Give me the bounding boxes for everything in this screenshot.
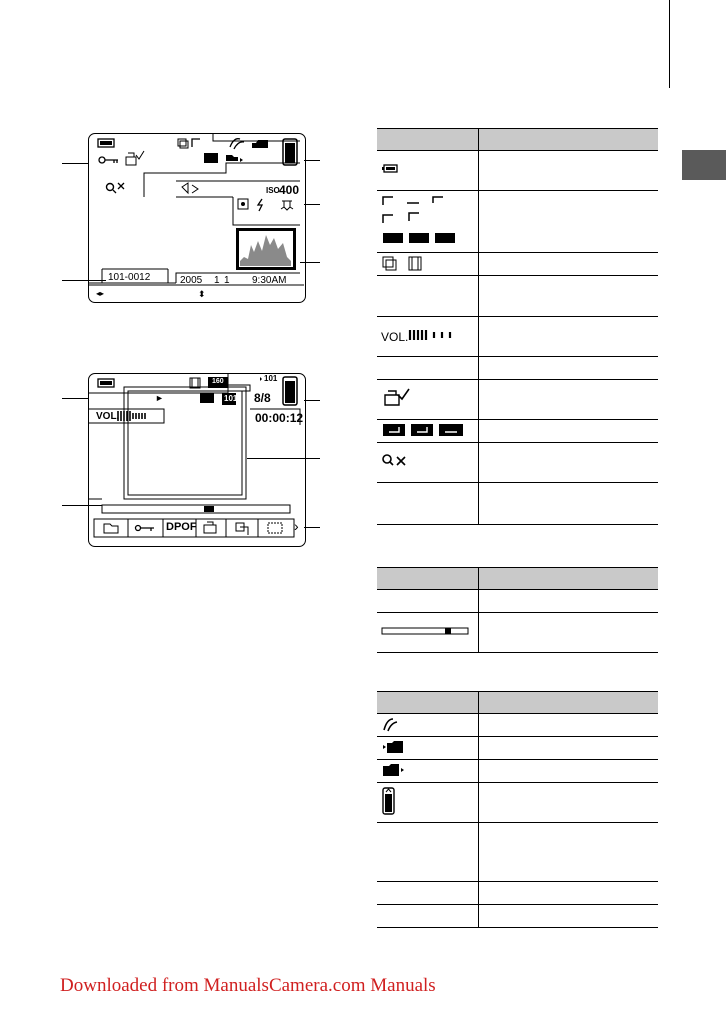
callout-line [62, 398, 88, 399]
table-row [377, 483, 658, 525]
remaining-memory-icon [381, 786, 397, 816]
table-row [377, 737, 658, 760]
playback-bar-icon [381, 625, 471, 637]
play-icon: ► [155, 393, 164, 403]
table-row [377, 276, 658, 317]
table-row [377, 420, 658, 443]
volume-bar-icon [408, 329, 468, 341]
print-order-icon [381, 387, 411, 409]
image-size-icons [381, 191, 471, 249]
table-row [377, 590, 658, 613]
record-date-month: 1 [214, 275, 220, 286]
timecode: 00:00:12 [255, 411, 304, 425]
folder-number: 101-0012 [108, 272, 151, 283]
nav-up-down-icon: ⬍ [198, 289, 206, 299]
folder-change-icons [381, 423, 467, 437]
playback-folder-icon [381, 763, 407, 777]
zoom-x-icon [381, 453, 411, 469]
nav-left-right-icon: ◂▸ [96, 289, 105, 298]
callout-line [300, 262, 320, 263]
table-row [377, 613, 658, 653]
iso-value: 400 [279, 183, 300, 197]
record-time: 9:30AM [252, 275, 287, 286]
menu-next-arrow: › [294, 518, 299, 534]
callout-line [304, 527, 320, 528]
table-row [377, 380, 658, 420]
table-header [377, 692, 658, 714]
table-row [377, 151, 658, 191]
menu-dpof: DPOF [166, 521, 197, 533]
indicator-table-3 [377, 691, 658, 928]
play-folder: 101 [224, 394, 238, 403]
table-header [377, 568, 658, 590]
vol-label: VOL. [381, 330, 409, 344]
indicator-table-2 [377, 567, 658, 653]
table-row [377, 191, 658, 253]
callout-line [304, 400, 320, 401]
download-source-link[interactable]: Downloaded from ManualsCamera.com Manuals [60, 975, 436, 996]
indicator-table-1 [377, 128, 658, 525]
memory-stick-icon [381, 716, 401, 732]
record-date-day: 1 [224, 275, 230, 286]
table-row [377, 357, 658, 380]
table-row [377, 760, 658, 783]
table-row [377, 783, 658, 823]
table-row [377, 714, 658, 737]
image-size-badge: 160 [212, 378, 224, 385]
table-row [377, 823, 658, 882]
callout-line [247, 458, 320, 459]
iso-prefix: ISO [266, 186, 280, 195]
record-date-year: 2005 [180, 275, 203, 286]
lcd-screen-movie-graphics [88, 373, 308, 549]
callout-line [304, 204, 320, 205]
table-row [377, 443, 658, 483]
record-folder-icon [381, 740, 405, 754]
battery-icon [381, 164, 399, 174]
folder-badge: 101 [264, 374, 278, 383]
callout-line [304, 160, 320, 161]
volume-label: VOL. [96, 411, 120, 422]
image-counter: 8/8 [254, 391, 271, 405]
callout-line [62, 280, 106, 281]
table-row [377, 317, 658, 357]
burst-film-icon [381, 255, 441, 271]
table-row [377, 905, 658, 928]
callout-line [62, 505, 102, 506]
callout-line [62, 163, 88, 164]
chapter-tab [682, 150, 726, 180]
table-row [377, 882, 658, 905]
page-edge-rule [669, 0, 670, 88]
table-row [377, 253, 658, 276]
table-header [377, 129, 658, 151]
